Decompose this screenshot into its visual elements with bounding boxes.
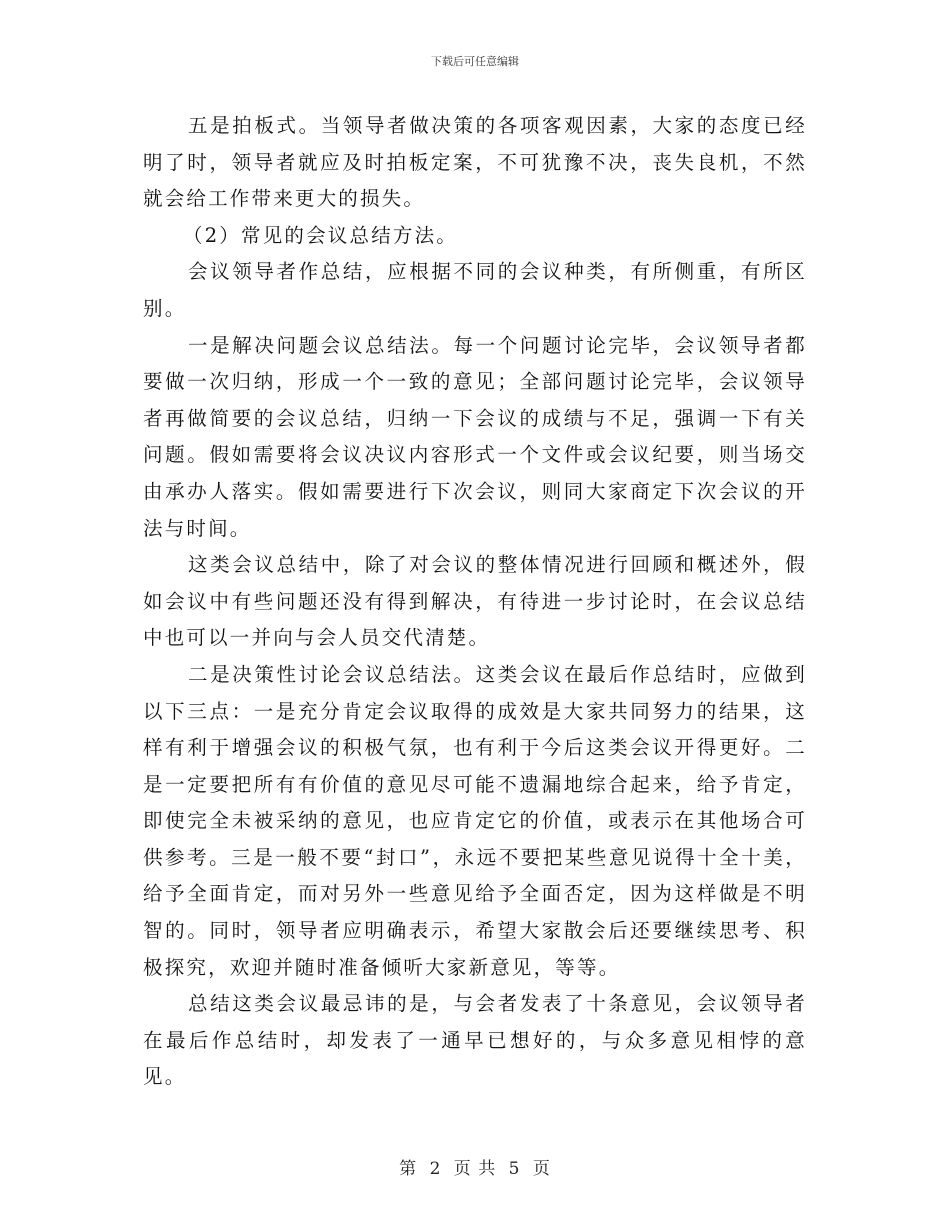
paragraph-taboo: 总结这类会议最忌讳的是，与会者发表了十条意见，会议领导者在最后作总结时，却发表了一通早已想好的，与众多意见相悖的意见。 xyxy=(143,992,807,1089)
page-header: 下载后可任意编辑 xyxy=(431,55,519,68)
paragraph-decision-discussion-method: 二是决策性讨论会议总结法。这类会议在最后作总结时，应做到以下三点：一是充分肯定会议取得的成效是大家共同努力的结果，这样有利于增强会议的积极气氛，也有利于今后这类会议开得更好。二是一定要把所有有价值的意见尽可能不遗漏地综合起来，给予肯定，即使完全未被采纳的意见，也应肯定它的价值，或表示在其他场合可供参考。三是一般不要“封口”，永远不要把某些意见说得十全十美，给予全面肯定，而对另外一些意见给予全面否定，因为这样做是不明智的。同时，领导者应明确表示，希望大家散会后还要继续思考、积极探究，欢迎并随时准备倾听大家新意见，等等。 xyxy=(143,662,807,979)
current-page-number: 2 xyxy=(429,1159,442,1179)
footer-suffix: 页 xyxy=(532,1159,551,1179)
paragraph-unresolved-issues: 这类会议总结中，除了对会议的整体情况进行回顾和概述外，假如会议中有些问题还没有得到解决，有待进一步讨论时，在会议总结中也可以一并向与会人员交代清楚。 xyxy=(143,553,807,650)
paragraph-decision-style: 五是拍板式。当领导者做决策的各项客观因素，大家的态度已经明了时，领导者就应及时拍板定案，不可犹豫不决，丧失良机，不然就会给工作带来更大的损失。 xyxy=(143,114,807,211)
paragraph-problem-solving-method: 一是解决问题会议总结法。每一个问题讨论完毕，会议领导者都要做一次归纳，形成一个一致的意见；全部问题讨论完毕，会议领导者再做简要的会议总结，归纳一下会议的成绩与不足，强调一下有关问题。假如需要将会议决议内容形式一个文件或会议纪要，则当场交由承办人落实。假如需要进行下次会议，则同大家商定下次会议的开法与时间。 xyxy=(143,333,807,540)
page-footer xyxy=(0,1154,950,1179)
total-pages-number: 5 xyxy=(508,1159,521,1179)
footer-middle: 页 共 xyxy=(453,1159,497,1179)
document-body xyxy=(143,108,807,1096)
paragraph-summary-intro: 会议领导者作总结，应根据不同的会议种类，有所侧重，有所区别。 xyxy=(143,260,807,320)
footer-prefix: 第 xyxy=(399,1159,418,1179)
section-subheading: （2）常见的会议总结方法。 xyxy=(183,223,459,247)
